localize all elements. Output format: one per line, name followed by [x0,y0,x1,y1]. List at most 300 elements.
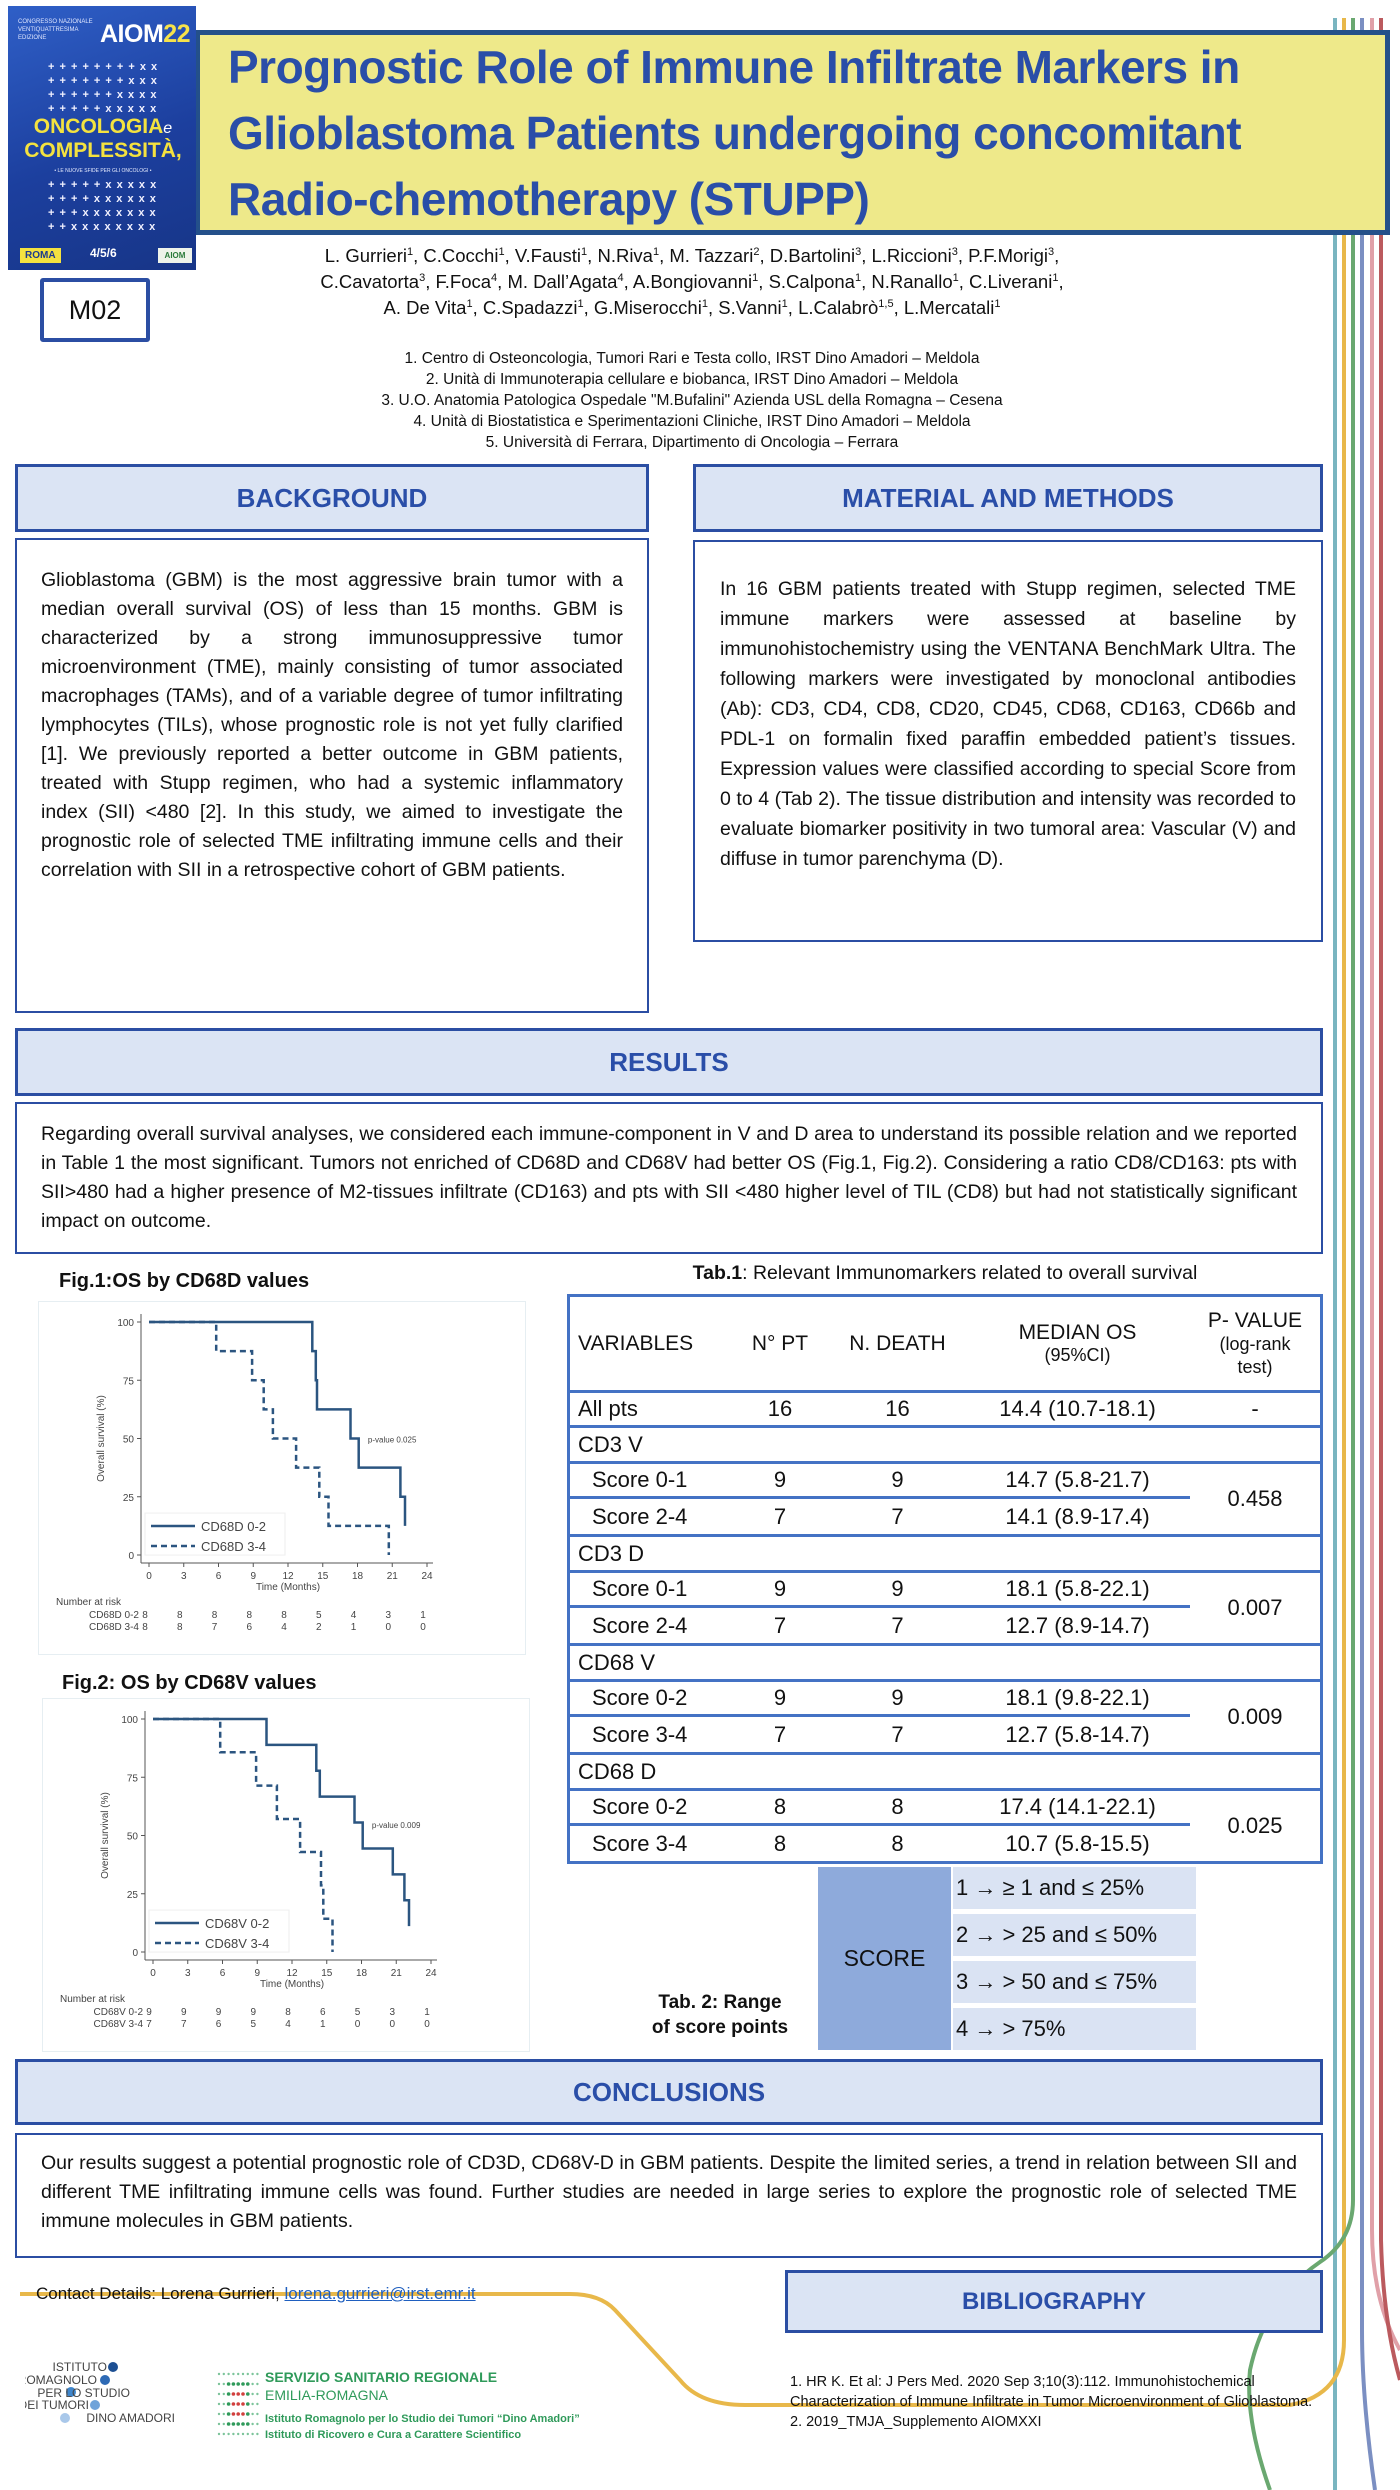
cell-label: Score 2-4 [592,1503,688,1529]
author-affiliation-sup: 1 [577,297,584,310]
poster-title [228,34,1348,232]
ssr-dot [237,2373,239,2375]
author-name: N.Riva [597,245,653,266]
author-separator: , [413,245,424,266]
deco-line-blue [1362,18,1375,2490]
x-tick-label: 0 [146,1571,152,1582]
conclusions-text: Our results suggest a potential prognostic role of CD3D, CD68V-D in GBM patients. Despite the limited series, a trend in relation between SII and different TME infiltrating immune cells was found. Further studies are needed in large series to explore the prognostic role of selected TME immune molecules in GBM patients. [41,2152,1297,2232]
y-tick-label: 75 [126,1773,138,1785]
ssr-dot [251,2433,253,2435]
risk-value: 8 [211,1610,218,1621]
cell-n-death: 8 [891,1794,904,1819]
col-median-os-sub: (95%CI) [1044,1345,1111,1365]
fig1-svg [39,1302,527,1656]
x-tick-label: 21 [386,1571,398,1582]
ssr-dot [251,2423,253,2425]
author-affiliation-sup: 1 [952,271,959,284]
ssr-dot [246,2392,250,2396]
fig1-title: Fig.1:OS by CD68D values [59,1270,310,1292]
cell-n-death: 9 [891,1685,904,1710]
contact-email-link[interactable]: lorena.gurrieri@irst.emr.it [284,2284,476,2303]
author-line [232,295,1152,321]
cell-n-pt: 7 [773,1503,787,1529]
author-separator: , [587,245,598,266]
table-score-group [570,1682,1320,1755]
table-category-row [570,1646,1320,1682]
risk-value: 8 [281,1610,287,1621]
y-axis-label: Overall survival (%) [96,1395,107,1482]
author-separator: , [707,297,719,318]
table2-score-header: SCORE [818,1867,951,2050]
ssr-dot [223,2393,225,2395]
risk-value: 6 [246,1622,253,1633]
score-rows [570,1791,1190,1861]
risk-value: 0 [424,2019,430,2030]
legend-label: CD68D 3-4 [201,1539,267,1555]
table-category-row [570,1537,1320,1573]
author-name: V.Fausti [514,245,582,266]
ssr-dot [237,2433,239,2435]
affiliation: 1. Centro di Osteoncologia, Tumori Rari e Testa collo, IRST Dino Amadori – Meldola [404,350,980,367]
risk-value: 8 [176,1610,183,1621]
cell-median: 17.4 (14.1-22.1) [999,1794,1156,1819]
author-affiliation-sup: 3 [951,245,958,258]
irst-line: DEI TUMORI [25,2398,89,2412]
cell-n-pt: 7 [773,1721,787,1747]
ssr-dot [218,2423,220,2425]
author-affiliation-sup: 1 [854,271,862,284]
risk-value: 8 [142,1610,148,1621]
logo-tagline: • LE NUOVE SFIDE PER GLI ONCOLOGI • [54,168,152,174]
author-separator: , [958,271,970,292]
risk-value: 8 [285,2007,291,2018]
logo-year: 22 [163,20,191,48]
logo-headline-2: COMPLESSITÀ, [24,139,182,162]
table-score-group [570,1464,1320,1537]
irst-logo-mark [25,2360,195,2445]
x-tick-label: 3 [180,1571,187,1582]
table-category-row [570,1755,1320,1791]
authors [232,243,1152,321]
col-median-os-label: MEDIAN OS [1018,1321,1137,1344]
category-label: CD3 V [578,1431,643,1457]
cell-n-pt: 9 [773,1576,787,1601]
background-section [15,538,649,1013]
title-line: Radio-chemotherapy (STUPP) [228,173,870,225]
y-tick-label: 50 [126,1831,138,1843]
ssr-dot [232,2412,236,2416]
contact-details [36,2284,476,2304]
affiliations [232,348,1152,453]
ssr-line: SERVIZIO SANITARIO REGIONALE [265,2369,498,2385]
affiliation: 4. Unità di Biostatistica e Sperimentazioni Cliniche, IRST Dino Amadori – Meldola [413,413,971,430]
ssr-dot [242,2373,244,2375]
ssr-dot [236,2402,240,2406]
author-affiliation-sup: 1 [1052,271,1059,284]
irst-logo [25,2360,195,2440]
ssr-dot [227,2402,231,2406]
risk-value: 5 [315,1610,322,1621]
cell-p-value: 0.009 [1227,1704,1283,1729]
risk-table-label: Number at risk [60,1994,126,2005]
p-value-annotation: p-value 0.025 [367,1435,417,1445]
x-axis-label: Time (Months) [259,1979,325,1990]
cell-label: Score 0-1 [592,1467,688,1492]
ssr-dot [247,2373,249,2375]
author-separator: , [759,245,770,266]
bibliography-item: 1. HR K. Et al: J Pers Med. 2020 Sep 3;10(3):112. Immunohistochemical Characterization of Immune Infiltrate in Tumor Microenvironment of Glioblastoma. [790,2374,1313,2410]
cell-p: - [1251,1396,1259,1421]
ssr-dot [223,2403,225,2405]
cell-median: 18.1 (9.8-22.1) [1005,1685,1150,1710]
author-name: L. Gurrieri [324,245,407,266]
table-row [570,1791,1190,1826]
cell-n-death: 9 [891,1576,904,1601]
methods-section [693,540,1323,942]
cell-n-pt: 9 [773,1685,787,1710]
ssr-dot [242,2433,244,2435]
ssr-line: EMILIA-ROMAGNA [265,2387,388,2403]
author-affiliation-sup: 1 [498,245,505,258]
x-tick-label: 24 [421,1571,433,1582]
table2-row: 2 → > 25 and ≤ 50% [953,1914,1196,1956]
risk-value: 3 [385,1610,392,1621]
results-section [15,1102,1323,1254]
irst-line: ROMAGNOLO [25,2373,97,2387]
y-tick-label: 100 [121,1715,138,1726]
logo-brand-name: AIOM [100,20,164,48]
legend-label: CD68D 0-2 [201,1519,267,1535]
cell-n-pt: 9 [773,1467,787,1492]
ssr-dot [251,2383,253,2385]
ssr-dot [232,2373,234,2375]
risk-value: 0 [420,1622,426,1633]
ssr-dot [246,2412,250,2416]
logo-headline-conj: e [163,120,173,137]
risk-value: 8 [176,1622,183,1633]
legend-label: CD68V 0-2 [205,1916,270,1932]
risk-value: 1 [424,2007,430,2018]
cell-n-pt: 7 [773,1612,787,1638]
cell-label: Score 3-4 [592,1830,688,1856]
ssr-dot [256,2393,258,2395]
risk-row-name: CD68V 0-2 [93,2007,143,2018]
col-p-value-label: P- VALUE [1207,1308,1303,1332]
col-median-os [965,1321,1190,1366]
x-axis-label: Time (Months) [255,1582,321,1593]
author-name: L.Riccioni [871,245,952,266]
ssr-dot [251,2373,253,2375]
ssr-dot [236,2412,240,2416]
results-heading: RESULTS [15,1028,1323,1096]
logo-dates: 4/5/6 [90,246,117,260]
author-separator: , [861,271,872,292]
author-name: F.Foca [435,271,492,292]
author-name: M. Dall’Agata [507,271,618,292]
ssr-dot [241,2382,245,2386]
cell-median: 18.1 (5.8-22.1) [1005,1576,1150,1601]
author-name: L.Mercatali [903,297,995,318]
table-row [570,1573,1190,1608]
table1-title-bold: Tab.1 [692,1262,743,1284]
title-line: Prognostic Role of Immune Infiltrate Markers in [228,41,1240,93]
ssr-dot [218,2403,220,2405]
ssr-dot [232,2382,236,2386]
poster-code: M02 [40,278,150,342]
cell-n-pt: 8 [773,1794,787,1819]
table1-groups [570,1428,1320,1861]
score-rows [570,1682,1190,1752]
cell-n-death: 8 [891,1830,904,1856]
author-name: L.Calabrò [798,297,879,318]
author-affiliation-sup: 3 [419,271,426,284]
ssr-dot [218,2413,220,2415]
cell-median: 12.7 (5.8-14.7) [1005,1721,1150,1747]
p-value-annotation: p-value 0.009 [371,1820,421,1830]
ssr-dot [232,2422,236,2426]
irst-line: PER LO STUDIO [37,2386,130,2400]
score-rows [570,1464,1190,1534]
cell-label: Score 0-2 [592,1794,688,1819]
author-affiliation-sup: 1 [994,297,1001,310]
risk-value: 0 [354,2019,361,2030]
conclusions-section [15,2133,1323,2258]
author-affiliation-sup: 1 [407,245,414,258]
risk-value: 9 [250,2007,257,2018]
table2-label-2: of score points [651,2017,789,2038]
risk-value: 7 [211,1622,218,1633]
ssr-dot [256,2403,258,2405]
author-affiliation-sup: 4 [617,271,624,284]
ssr-dot [227,2412,231,2416]
ssr-dot [246,2382,250,2386]
ssr-dot [256,2383,258,2385]
x-tick-label: 9 [250,1571,257,1582]
x-tick-label: 9 [254,1968,261,1979]
risk-value: 6 [319,2007,326,2018]
background-text: Glioblastoma (GBM) is the most aggressive brain tumor with a median overall survival (OS) of less than 15 months. GBM is characterized by a strong immunosuppressive tumor microenvironment (TME), mainly consisting of tumor associated macrophages (TAMs), and of a variable degree of tumor infiltrating lymphocytes (TILs), whose prognostic role is not yet fully clarified [1]. We previously reported a better outcome in GBM patients, treated with Stupp regimen, who had a systemic inflammatory index (SII) <480 [2]. In this study, we aimed to investigate the prognostic role of selected TME infiltrating immune cells and their correlation with SII in a retrospective cohort of GBM patients. [41,569,623,881]
author-separator: , [623,271,633,292]
cell-label: Score 0-2 [592,1685,688,1710]
col-n-pt: N° PT [751,1331,809,1355]
results-text: Regarding overall survival analyses, we considered each immune-component in V and D area to understand its possible relation and we reported in Table 1 the most significant. Tumors not enriched of CD68D and CD68V had better OS (Fig.1, Fig.2). Considering a ratio CD8/CD163: pts with SII>480 had a higher presence of M2-tissues infiltrate (CD163) and pts with SII <480 higher level of TIL (CD8) but had not statistically significant impact on outcome. [41,1123,1297,1232]
ssr-dot [256,2413,258,2415]
ssr-dot [218,2433,220,2435]
fig2-chart [42,1698,530,2052]
cell-p-value: 0.007 [1227,1595,1283,1620]
table-row [570,1499,1190,1534]
risk-row-name: CD68V 3-4 [93,2019,143,2030]
methods-heading: MATERIAL AND METHODS [693,464,1323,532]
ssr-dot [232,2402,236,2406]
author-name: N.Ranallo [871,271,953,292]
category-label: CD3 D [578,1540,645,1566]
author-name: C.Cocchi [423,245,499,266]
author-name: D.Bartolini [769,245,856,266]
cell-median: 10.7 (5.8-15.5) [1005,1830,1150,1856]
fig2-title: Fig.2: OS by CD68V values [62,1672,317,1694]
table1-title [560,1262,1330,1285]
ssr-dot [227,2422,231,2426]
irst-line: DINO AMADORI [86,2411,175,2425]
ssr-logo-mark [215,2368,615,2448]
risk-value: 1 [319,2019,326,2030]
cell-p-value: 0.458 [1227,1486,1283,1511]
cell-n-death: 7 [891,1612,904,1638]
ssr-dot [246,2422,250,2426]
risk-value: 3 [389,2007,396,2018]
risk-value: 2 [315,1622,322,1633]
table1-title-rest: : Relevant Immunomarkers related to overall survival [742,1262,1198,1284]
author-name: A.Bongiovanni [632,271,753,292]
bibliography-list [790,2372,1350,2432]
cell-p-value: 0.025 [1227,1813,1283,1838]
table-row [570,1464,1190,1499]
ssr-dot [236,2422,240,2426]
col-p-value [1190,1309,1320,1379]
ssr-dot [236,2392,240,2396]
affiliation: 3. U.O. Anatomia Patologica Ospedale "M.Bufalini" Azienda USL della Romagna – Cesena [381,392,1003,409]
risk-value: 4 [350,1610,357,1621]
cell-n-death: 7 [891,1721,904,1747]
category-label: CD68 V [578,1649,656,1675]
author-name: C.Liverani [969,271,1053,292]
ssr-dot [227,2373,229,2375]
author-name: M. Tazzari [669,245,754,266]
y-tick-label: 75 [122,1376,134,1388]
cell-label: Score 2-4 [592,1612,688,1638]
logo-badge: AIOM [158,248,192,263]
table2-label-1: Tab. 2: Range [658,1992,782,2013]
cell-median: 12.7 (8.9-14.7) [1005,1612,1150,1638]
logo-headline [18,116,188,162]
risk-value: 1 [350,1622,357,1633]
col-n-death: N. DEATH [849,1331,946,1355]
author-separator: , [425,271,436,292]
cell-n-death: 16 [885,1396,910,1421]
ssr-line: Istituto Romagnolo per lo Studio dei Tumori “Dino Amadori” [265,2413,580,2425]
y-tick-label: 0 [132,1948,138,1959]
risk-row-name: CD68D 3-4 [88,1622,139,1633]
ssr-dot [247,2433,249,2435]
risk-value: 1 [420,1610,426,1621]
y-tick-label: 100 [117,1318,134,1329]
x-tick-label: 12 [286,1968,298,1979]
table2-label [640,1990,800,2040]
cell-n-pt: 8 [773,1830,787,1856]
ssr-dot [236,2382,240,2386]
x-tick-label: 18 [351,1571,364,1582]
x-tick-label: 3 [184,1968,191,1979]
author-separator: , [758,271,769,292]
cell-label: All pts [578,1396,638,1421]
x-tick-label: 15 [317,1571,329,1582]
table-score-group [570,1573,1320,1646]
table1-header [570,1297,1320,1393]
methods-text: In 16 GBM patients treated with Stupp regimen, selected TME immune markers were assessed at baseline by immunohistochemistry using the VENTANA BenchMark Ultra. The following markers were investigated by monoclonal antibodies (Ab): CD3, CD4, CD8, CD20, CD45, CD68, CD163, CD66b and PDL-1 on formalin fixed paraffin embedded patient’s tissues. Expression values were classified according to special Score from 0 to 4 (Tab 2). The tissue distribution and intensity was recorded to evaluate biomarker positivity in two tumoral area: Vascular (V) and diffuse in tumor parenchyma (D). [720,578,1296,870]
ssr-logo [215,2368,615,2448]
ssr-dot [218,2373,220,2375]
risk-value: 7 [180,2019,187,2030]
y-tick-label: 25 [126,1889,138,1901]
bibliography-heading: BIBLIOGRAPHY [785,2270,1323,2333]
ssr-dot [256,2423,258,2425]
cell-median: 14.7 (5.8-21.7) [1005,1467,1150,1492]
score-rows [570,1573,1190,1643]
contact-label: Contact Details: Lorena Gurrieri, [36,2284,285,2303]
author-affiliation-sup: 1 [652,245,660,258]
ssr-dot [241,2402,245,2406]
ssr-dot [223,2423,225,2425]
risk-value: 9 [215,2007,222,2018]
deco-line-red [1381,18,1400,2380]
author-name: S.Calpona [768,271,855,292]
table-category-row [570,1428,1320,1464]
x-tick-label: 24 [425,1968,437,1979]
ssr-dot [241,2422,245,2426]
logo-pattern: + + + + + x x x x x + + + + x x x x x x + + + x x x x x x x + + x x x x x x x x [48,179,158,233]
author-affiliation-sup: 1,5 [878,297,894,310]
author-separator: , [957,245,969,266]
ssr-dot [232,2433,234,2435]
author-name: S.Vanni [718,297,782,318]
category-label: CD68 D [578,1758,657,1784]
km-curve-solid [149,1322,405,1526]
y-tick-label: 25 [122,1492,134,1504]
cell-median: 14.4 (10.7-18.1) [999,1396,1156,1421]
congress-logo [8,6,196,270]
col-p-value-sub: (log-rank test) [1219,1333,1291,1377]
y-tick-label: 0 [128,1551,134,1562]
conclusions-heading: CONCLUSIONS [15,2059,1323,2125]
title-line: Glioblastoma Patients undergoing concomitant [228,107,1242,159]
table-row [570,1682,1190,1717]
author-separator: , [787,297,799,318]
author-separator: , [893,297,904,318]
risk-value: 4 [281,1622,287,1633]
ssr-line: Istituto di Ricovero e Cura a Carattere Scientifico [265,2429,522,2441]
y-axis-label: Overall survival (%) [100,1792,111,1879]
author-separator: , [659,245,670,266]
logo-city: ROMA [20,248,61,263]
deco-line-pink [1372,18,1400,2350]
col-variables: VARIABLES [578,1331,694,1355]
ssr-dot [227,2392,231,2396]
affiliation: 2. Unità di Immunoterapia cellulare e biobanca, IRST Dino Amadori – Meldola [425,371,959,388]
x-tick-label: 18 [355,1968,368,1979]
risk-value: 0 [389,2019,396,2030]
affiliation: 5. Università di Ferrara, Dipartimento di Oncologia – Ferrara [485,434,899,451]
fig1-chart [38,1301,526,1655]
x-tick-label: 6 [215,1571,222,1582]
table-row [570,1717,1190,1752]
author-affiliation-sup: 3 [855,245,862,258]
ssr-dot [246,2402,250,2406]
ssr-dot [223,2383,225,2385]
logo-small-text: CONGRESSO NAZIONALE VENTIQUATTRESIMA EDIZIONE [18,19,93,41]
risk-value: 0 [385,1622,392,1633]
risk-value: 4 [285,2019,291,2030]
risk-row-name: CD68D 0-2 [88,1610,139,1621]
table2-row: 3 → > 50 and ≤ 75% [953,1961,1196,2003]
author-affiliation-sup: 1 [781,297,788,310]
author-name: A. De Vita [383,297,467,318]
author-name: P.F.Morigi [968,245,1048,266]
fig2-svg [43,1699,531,2053]
author-affiliation-sup: 2 [753,245,760,258]
author-separator: , [861,245,872,266]
author-affiliation-sup: 1 [581,245,588,258]
